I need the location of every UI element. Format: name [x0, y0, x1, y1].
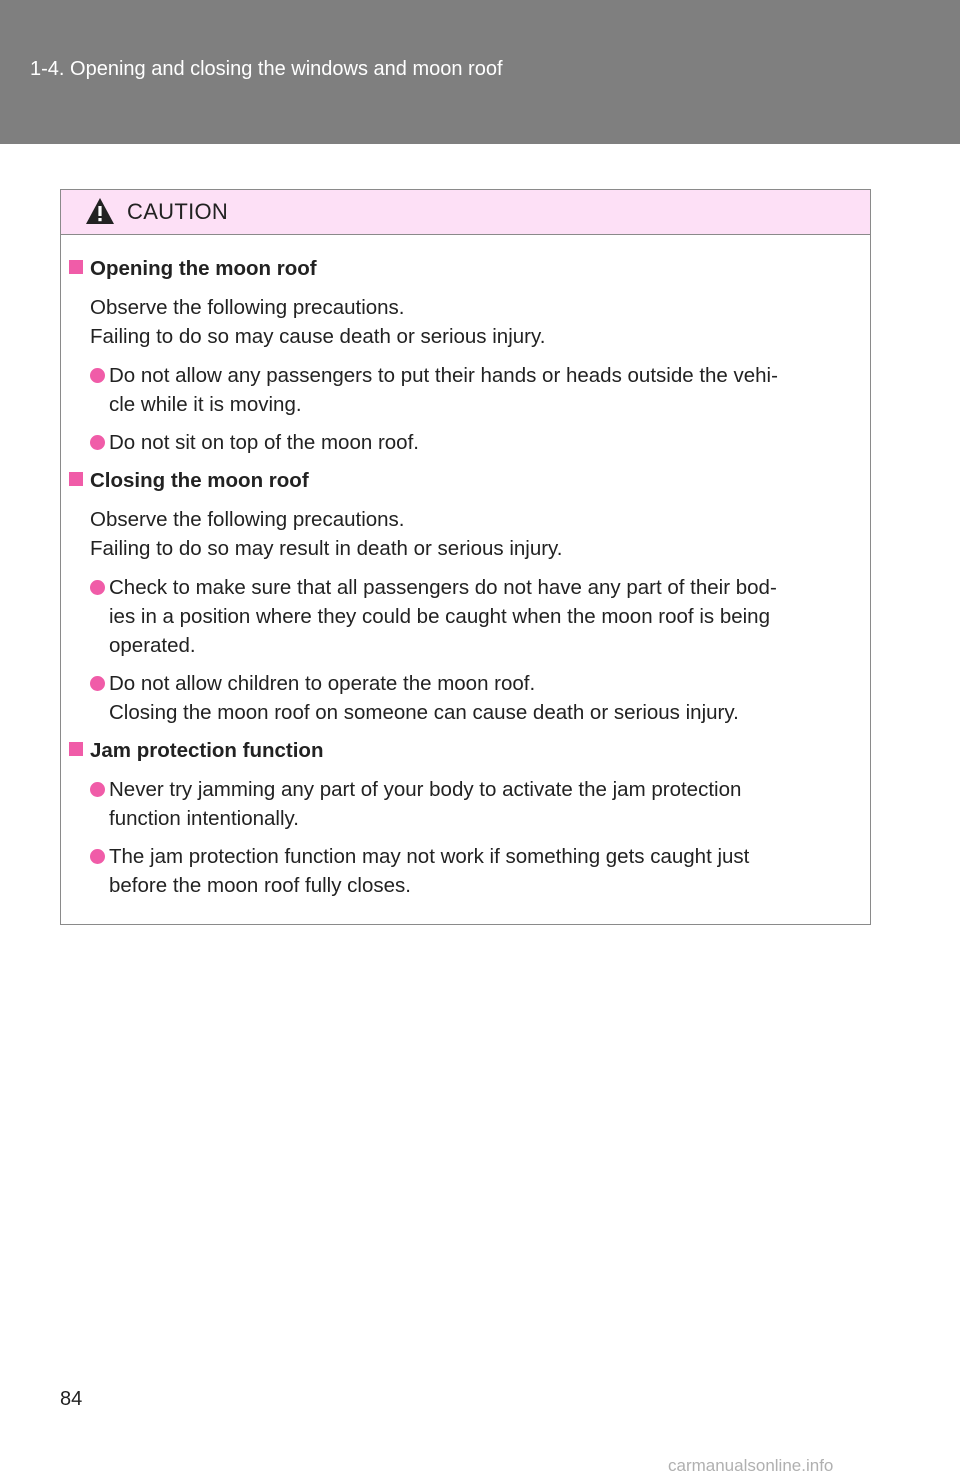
section-heading: Opening the moon roof [69, 254, 860, 283]
caution-box [60, 189, 871, 925]
page-header [0, 0, 960, 144]
caution-header [61, 190, 870, 235]
round-bullet-icon [90, 368, 105, 383]
list-item: Do not allow children to operate the moon roof. Closing the moon roof on someone can cause death or serious injury. [69, 669, 860, 727]
square-bullet-icon [69, 472, 83, 486]
round-bullet-icon [90, 782, 105, 797]
list-item: The jam protection function may not work if something gets caught just before the moon roof fully closes. [69, 842, 860, 900]
round-bullet-icon [90, 580, 105, 595]
square-bullet-icon [69, 260, 83, 274]
caution-title: CAUTION [127, 199, 229, 224]
round-bullet-icon [90, 435, 105, 450]
list-item: Do not sit on top of the moon roof. [69, 428, 860, 457]
square-bullet-icon [69, 742, 83, 756]
list-item: Check to make sure that all passengers do not have any part of their bod- ies in a position where they could be caught when the moon roof is being operated. [69, 573, 860, 660]
caution-body [61, 235, 870, 900]
watermark: carmanualsonline.info [668, 1456, 834, 1475]
list-item: Never try jamming any part of your body to activate the jam protection function intentionally. [69, 775, 860, 833]
warning-triangle-icon [85, 197, 115, 225]
section-intro: Observe the following precautions. Failing to do so may cause death or serious injury. [90, 296, 546, 348]
round-bullet-icon [90, 849, 105, 864]
section-intro: Observe the following precautions. Failing to do so may result in death or serious injury. [90, 508, 563, 560]
chapter-title: 1-4. Opening and closing the windows and moon roof [30, 58, 503, 80]
round-bullet-icon [90, 676, 105, 691]
list-item: Do not allow any passengers to put their hands or heads outside the vehi- cle while it is moving. [69, 361, 860, 419]
section-heading: Closing the moon roof [69, 466, 860, 495]
section-heading: Jam protection function [69, 736, 860, 765]
page-number: 84 [60, 1388, 83, 1410]
